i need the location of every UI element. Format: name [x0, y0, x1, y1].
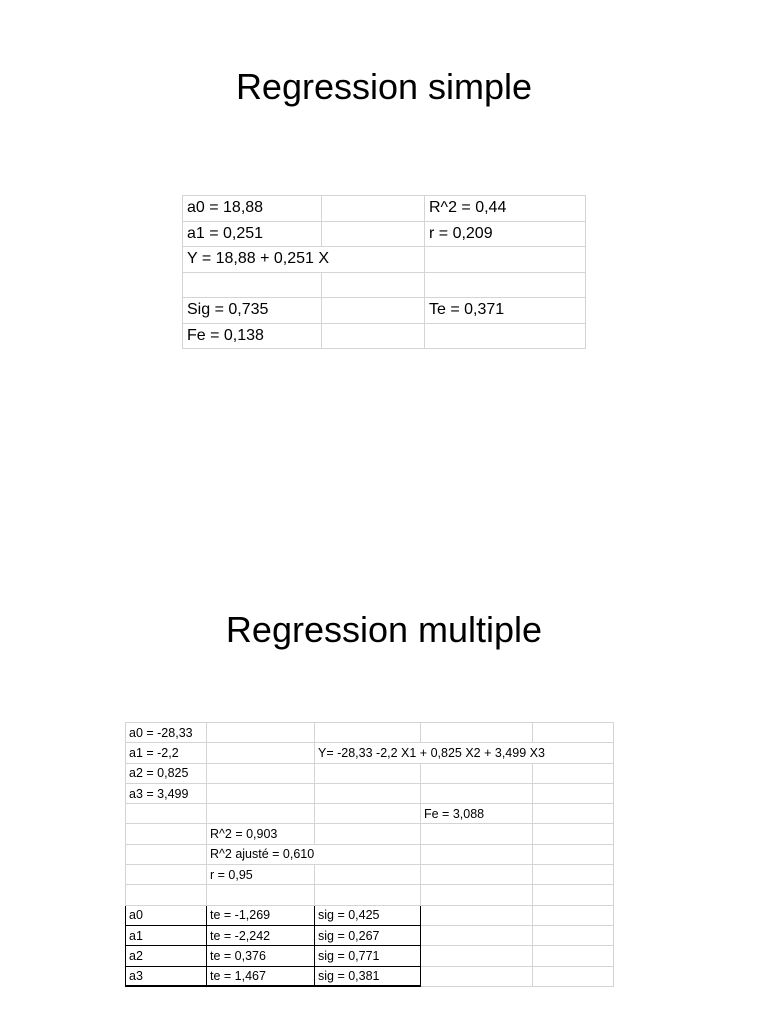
parameter-cell: a1 [126, 925, 207, 945]
empty-cell [126, 824, 207, 844]
empty-cell [533, 824, 614, 844]
empty-cell [425, 323, 586, 349]
empty-cell [425, 247, 586, 273]
a1-cell: a1 = 0,251 [183, 221, 322, 247]
equation-cell: Y= -28,33 -2,2 X1 + 0,825 X2 + 3,499 X3 [315, 743, 614, 763]
section-title-regression-multiple: Regression multiple [225, 609, 543, 650]
test-row [126, 905, 614, 925]
te-cell: te = -2,242 [207, 925, 315, 945]
table-row [126, 783, 614, 803]
table-row [126, 865, 614, 885]
empty-cell [533, 844, 614, 864]
te-cell: te = 1,467 [207, 966, 315, 986]
empty-cell [421, 946, 533, 966]
table-row [183, 247, 586, 273]
parameter-cell: a2 [126, 946, 207, 966]
sig-cell: sig = 0,771 [315, 946, 421, 966]
empty-cell [421, 723, 533, 743]
regression-simple-table [182, 195, 586, 349]
table-row [183, 272, 586, 298]
empty-cell [421, 885, 533, 905]
table-row [126, 844, 614, 864]
sig-cell: sig = 0,425 [315, 905, 421, 925]
empty-cell [421, 966, 533, 986]
sig-cell: sig = 0,381 [315, 966, 421, 986]
empty-cell [533, 804, 614, 824]
empty-cell [421, 783, 533, 803]
empty-cell [533, 885, 614, 905]
sig-cell: sig = 0,267 [315, 925, 421, 945]
empty-cell [126, 865, 207, 885]
r-squared-cell: R^2 = 0,903 [207, 824, 315, 844]
empty-cell [183, 272, 322, 298]
coefficient-a1-cell: a1 = -2,2 [126, 743, 207, 763]
empty-cell [315, 763, 421, 783]
correlation-cell: r = 0,95 [207, 865, 315, 885]
table-row [126, 824, 614, 844]
table-row [126, 763, 614, 783]
empty-cell [421, 844, 533, 864]
empty-cell [421, 865, 533, 885]
coefficient-a3-cell: a3 = 3,499 [126, 783, 207, 803]
fe-cell: Fe = 3,088 [421, 804, 533, 824]
empty-cell [315, 723, 421, 743]
empty-cell [207, 804, 315, 824]
empty-cell [207, 885, 315, 905]
fe-cell: Fe = 0,138 [183, 323, 322, 349]
te-cell: te = 0,376 [207, 946, 315, 966]
empty-cell [207, 723, 315, 743]
table-row [126, 804, 614, 824]
empty-cell [207, 743, 315, 763]
empty-cell [533, 763, 614, 783]
empty-cell [421, 925, 533, 945]
empty-cell [533, 865, 614, 885]
adjusted-r-squared-cell: R^2 ajusté = 0,610 [207, 844, 421, 864]
empty-cell [322, 298, 425, 324]
empty-cell [315, 783, 421, 803]
table-row [183, 298, 586, 324]
empty-cell [533, 783, 614, 803]
a0-cell: a0 = 18,88 [183, 196, 322, 222]
regression-multiple-table [125, 722, 614, 987]
empty-cell [315, 865, 421, 885]
empty-cell [533, 966, 614, 986]
table-row [126, 885, 614, 905]
empty-cell [533, 723, 614, 743]
section-title-regression-simple: Regression simple [235, 66, 533, 107]
empty-cell [533, 905, 614, 925]
empty-cell [126, 844, 207, 864]
r-squared-cell: R^2 = 0,44 [425, 196, 586, 222]
equation-cell: Y = 18,88 + 0,251 X [183, 247, 425, 273]
empty-cell [421, 905, 533, 925]
empty-cell [126, 804, 207, 824]
sig-cell: Sig = 0,735 [183, 298, 322, 324]
test-row [126, 946, 614, 966]
te-cell: te = -1,269 [207, 905, 315, 925]
empty-cell [322, 196, 425, 222]
table-row [183, 323, 586, 349]
empty-cell [322, 221, 425, 247]
parameter-cell: a0 [126, 905, 207, 925]
parameter-cell: a3 [126, 966, 207, 986]
empty-cell [425, 272, 586, 298]
empty-cell [315, 824, 421, 844]
te-cell: Te = 0,371 [425, 298, 586, 324]
test-row [126, 966, 614, 986]
empty-cell [315, 885, 421, 905]
empty-cell [315, 804, 421, 824]
empty-cell [533, 946, 614, 966]
coefficient-a0-cell: a0 = -28,33 [126, 723, 207, 743]
table-row [183, 196, 586, 222]
correlation-cell: r = 0,209 [425, 221, 586, 247]
test-row [126, 925, 614, 945]
table-row [183, 221, 586, 247]
table-row [126, 743, 614, 763]
table-row [126, 723, 614, 743]
empty-cell [207, 783, 315, 803]
empty-cell [322, 272, 425, 298]
empty-cell [421, 824, 533, 844]
empty-cell [322, 323, 425, 349]
coefficient-a2-cell: a2 = 0,825 [126, 763, 207, 783]
empty-cell [126, 885, 207, 905]
empty-cell [207, 763, 315, 783]
empty-cell [533, 925, 614, 945]
empty-cell [421, 763, 533, 783]
